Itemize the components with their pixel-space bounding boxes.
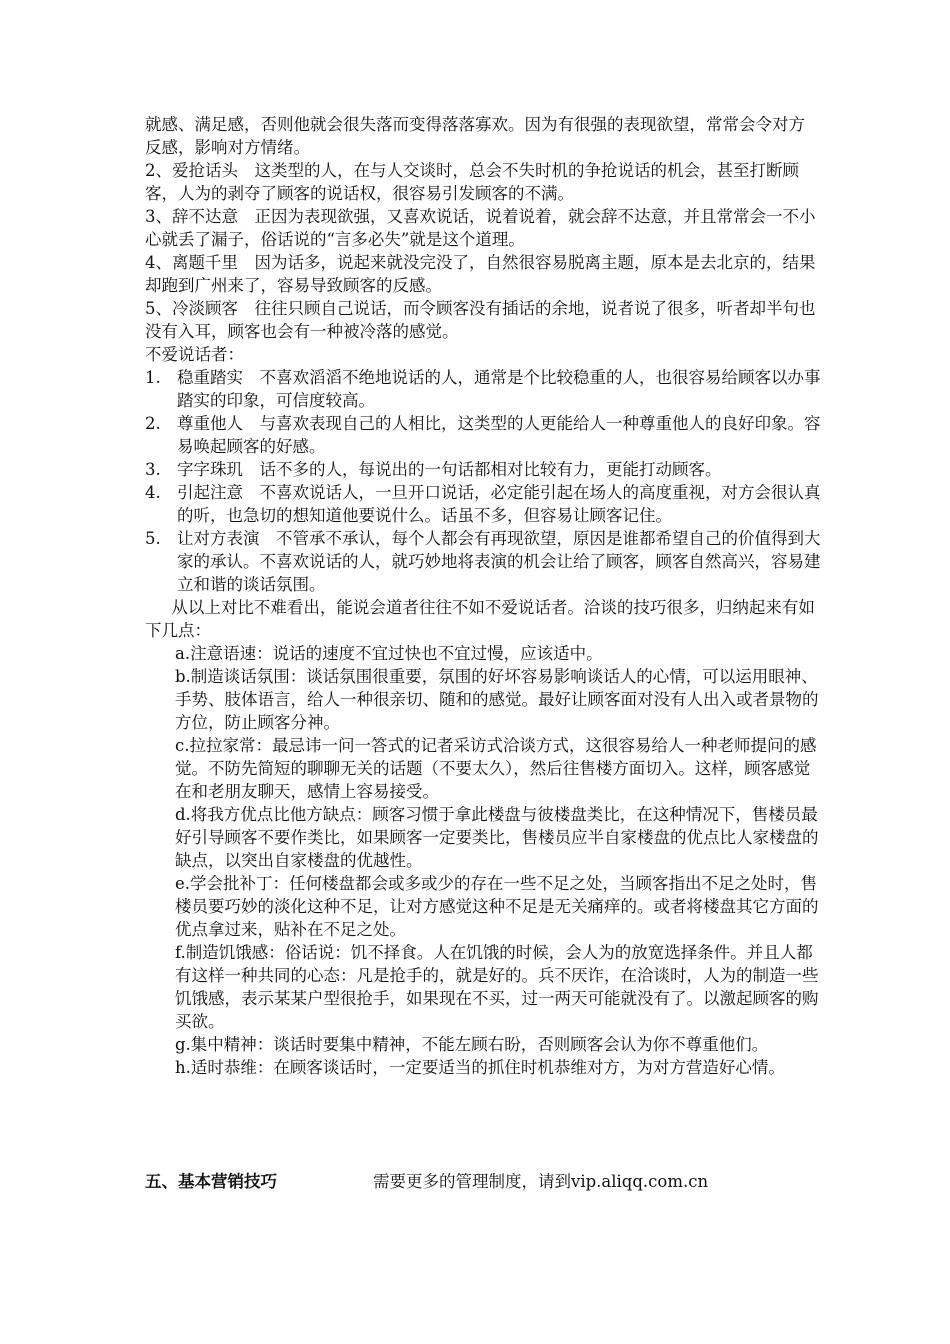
list-text: 让对方表演 不管承不承认，每个人都会有再现欲望，原因是谁都希望自己的价值得到大家的承认。不喜欢说话的人，就巧妙地将表演的机会让给了顾客，顾客自然高兴，容易建立和谐的谈话氛围。 [177, 529, 821, 594]
subheading: 不爱说话者： [145, 345, 244, 364]
paragraph: 2、爱抢话头 这类型的人，在与人交谈时，总会不失时机的争抢说话的机会，甚至打断顾客，人为的剥夺了顾客的说话权，很容易引发顾客的不满。 [145, 161, 799, 203]
list-number: 3. [145, 460, 161, 479]
list-number: 2. [145, 414, 161, 433]
list-number: 5. [145, 529, 161, 548]
list-number: 1. [145, 368, 161, 387]
list-item [145, 366, 821, 412]
tip-item: e.学会批补丁：任何楼盘都会或多或少的存在一些不足之处，当顾客指出不足之处时，售楼员要巧妙的淡化这种不足，让对方感觉这种不足是无关痛痒的。或者将楼盘其它方面的优点拿过来，贴补在不足之处。 [175, 874, 819, 939]
tip-item: b.制造谈话氛围：谈话氛围很重要，氛围的好坏容易影响谈话人的心情，可以运用眼神、手势、肢体语言，给人一种很亲切、随和的感觉。最好让顾客面对没有人出入或者景物的方位，防止顾客分神。 [175, 667, 819, 732]
promo-note: 需要更多的管理制度，请到vip.aliqq.com.cn [373, 1172, 709, 1191]
list-text: 稳重踏实 不喜欢滔滔不绝地说话的人，通常是个比较稳重的人，也很容易给顾客以办事踏实的印象，可信度较高。 [177, 368, 821, 410]
body-text [145, 113, 821, 1079]
paragraph: 3、辞不达意 正因为表现欲强，又喜欢说话，说着说着，就会辞不达意，并且常常会一不小心就丢了漏子，俗话说的“言多必失”就是这个道理。 [145, 207, 816, 249]
list-number: 4. [145, 483, 161, 502]
list-item [145, 412, 821, 458]
paragraph: 5、冷淡顾客 往往只顾自己说话，而令顾客没有插话的余地，说者说了很多，听者却半句也没有入耳，顾客也会有一种被冷落的感觉。 [145, 299, 816, 341]
tip-item: f.制造饥饿感：俗话说：饥不择食。人在饥饿的时候，会人为的放宽选择条件。并且人都有这样一种共同的心态：凡是抢手的，就是好的。兵不厌诈，在洽谈时，人为的制造一些饥饿感，表示某某户型很抢手，如果现在不买，过一两天可能就没有了。以激起顾客的购买欲。 [175, 943, 819, 1031]
section-footer [145, 1170, 825, 1194]
tip-item: d.将我方优点比他方缺点：顾客习惯于拿此楼盘与彼楼盘类比，在这种情况下，售楼员最好引导顾客不要作类比，如果顾客一定要类比，售楼员应半自家楼盘的优点比人家楼盘的缺点，以突出自家楼盘的优越性。 [175, 805, 819, 870]
section-heading: 五、基本营销技巧 [145, 1172, 277, 1191]
paragraph: 4、离题千里 因为话多，说起来就没完没了，自然很容易脱离主题，原本是去北京的，结果却跑到广州来了，容易导致顾客的反感。 [145, 253, 816, 295]
tip-item: g.集中精神：谈话时要集中精神，不能左顾右盼，否则顾客会认为你不尊重他们。 [175, 1035, 769, 1054]
list-item [145, 481, 821, 527]
list-item [145, 527, 821, 596]
tip-item: c.拉拉家常：最忌讳一问一答式的记者采访式洽谈方式，这很容易给人一种老师提问的感觉。不防先简短的聊聊无关的话题（不要太久），然后往售楼方面切入。这样，顾客感觉在和老朋友聊天，感情上容易接受。 [175, 736, 817, 801]
list-text: 引起注意 不喜欢说话人，一旦开口说话，必定能引起在场人的高度重视，对方会很认真的听，也急切的想知道他要说什么。话虽不多，但容易让顾客记住。 [177, 483, 821, 525]
list-text: 字字珠玑 话不多的人，每说出的一句话都相对比较有力，更能打动顾客。 [177, 460, 722, 479]
list-text: 尊重他人 与喜欢表现自己的人相比，这类型的人更能给人一种尊重他人的良好印象。容易唤起顾客的好感。 [177, 414, 821, 456]
paragraph: 就感、满足感，否则他就会很失落而变得落落寡欢。因为有很强的表现欲望，常常会令对方反感，影响对方情绪。 [145, 115, 805, 157]
tip-item: h.适时恭维：在顾客谈话时，一定要适当的抓住时机恭维对方，为对方营造好心情。 [175, 1058, 785, 1077]
tip-item: a.注意语速：说话的速度不宜过快也不宜过慢，应该适中。 [175, 644, 603, 663]
list-item [145, 458, 821, 481]
summary-paragraph: 从以上对比不难看出，能说会道者往往不如不爱说话者。洽谈的技巧很多，归纳起来有如下几点： [145, 598, 815, 640]
